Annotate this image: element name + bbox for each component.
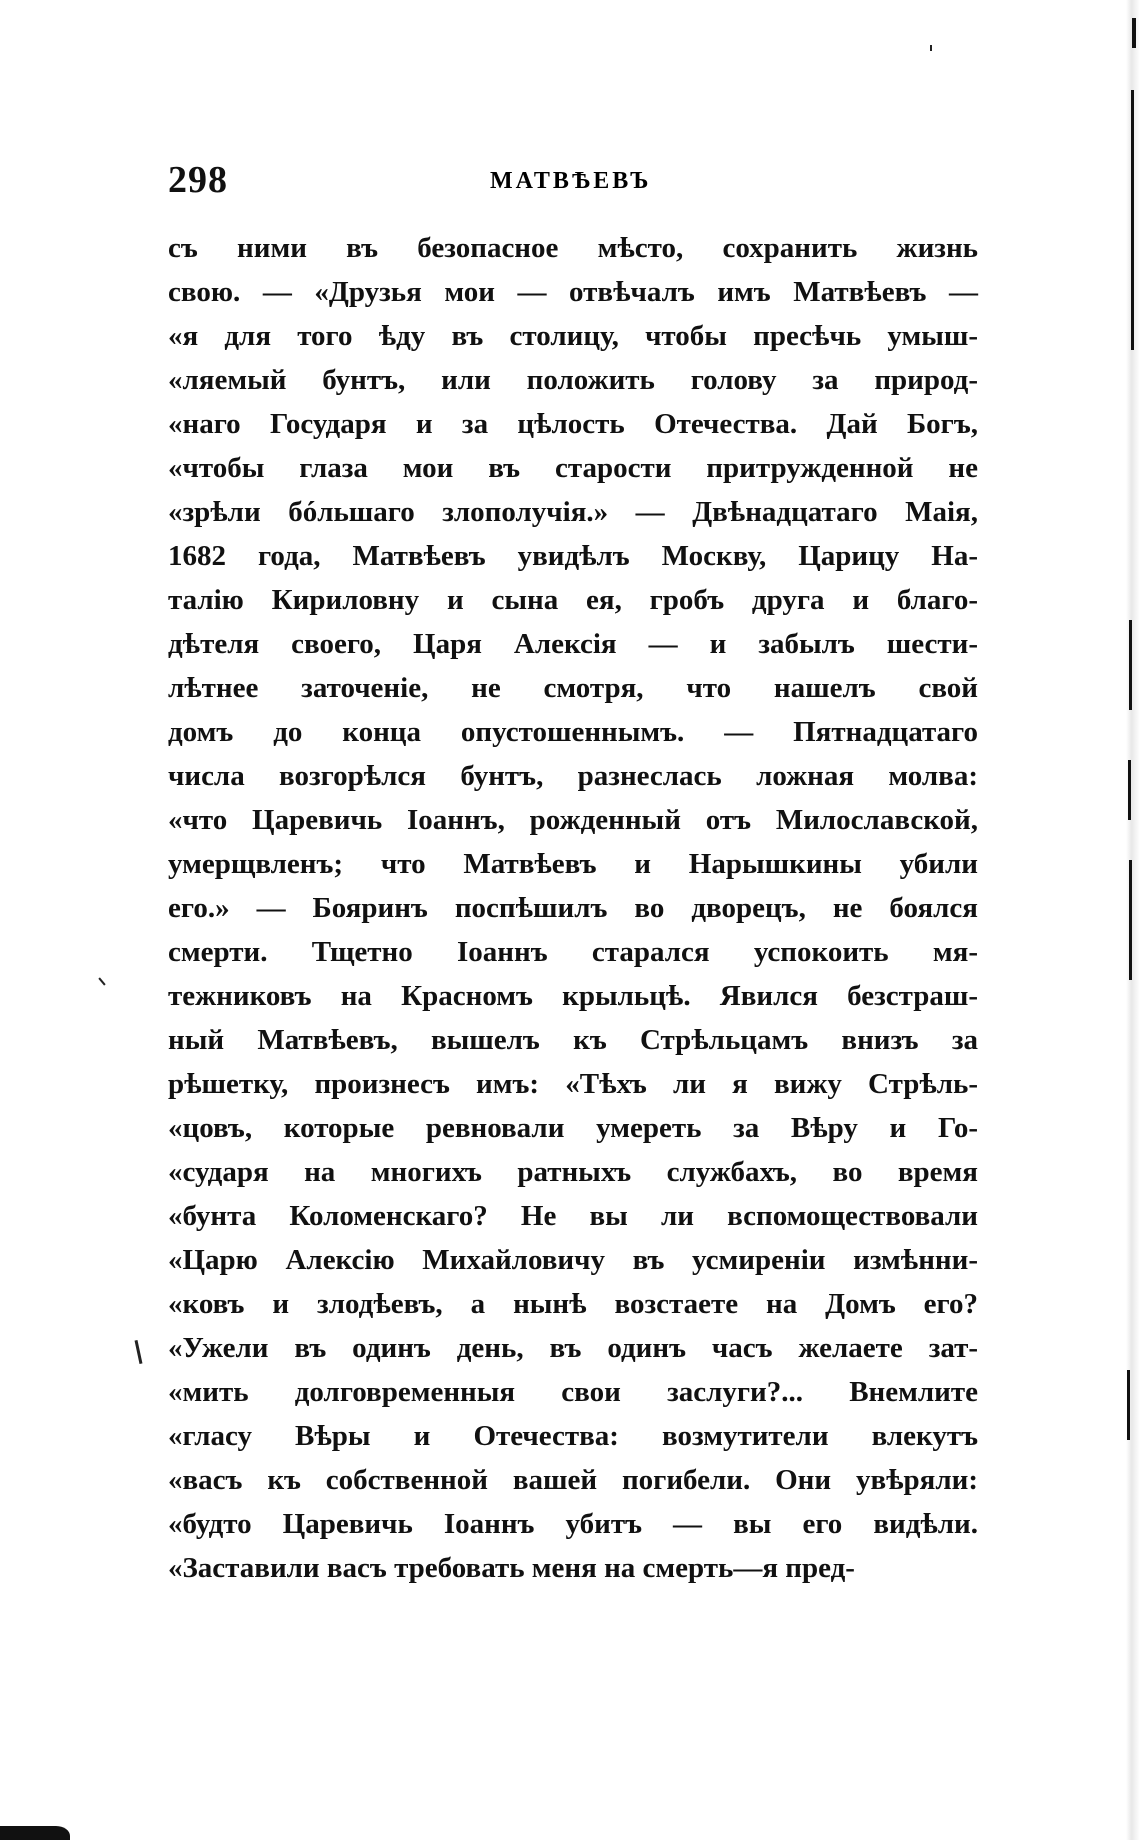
text-line: ный Матвѣевъ, вышелъ къ Стрѣльцамъ внизъ за [168,1024,978,1056]
text-line: «бунта Коломенскаго? Не вы ли вспомоществовали [168,1200,978,1232]
running-head [168,158,978,208]
text-line: числа возгорѣлся бунтъ, разнеслась ложная молва: [168,760,978,792]
text-line: съ ними въ безопасное мѣсто, сохранить жизнь [168,232,978,264]
text-line: «гласу Вѣры и Отечества: возмутители влекутъ [168,1420,978,1452]
text-line: «что Царевичь Іоаннъ, рожденный отъ Милославской, [168,804,978,836]
stray-mark [930,45,932,51]
text-line: талію Кириловну и сына ея, гробъ друга и благо- [168,584,978,616]
running-title: МАТВѢЕВЪ [490,168,652,194]
text-line: «сударя на многихъ ратныхъ службахъ, во время [168,1156,978,1188]
page-number: 298 [168,159,228,201]
text-line: «будто Царевичь Іоаннъ убитъ — вы его видѣли. [168,1508,978,1540]
text-line: рѣшетку, произнесъ имъ: «Тѣхъ ли я вижу Стрѣль- [168,1068,978,1100]
text-line: его.» — Бояринъ поспѣшилъ во дворецъ, не боялся [168,892,978,924]
text-line: «мить долговременныя свои заслуги?... Внемлите [168,1376,978,1408]
text-line: «зрѣли бóльшаго злополучія.» — Двѣнадцатаго Маія, [168,496,978,528]
text-line: 1682 года, Матвѣевъ увидѣлъ Москву, Царицу На- [168,540,978,572]
edge-mark [1129,860,1132,980]
edge-mark [1131,90,1134,350]
edge-mark [1128,760,1131,820]
text-line: свою. — «Друзья мои — отвѣчалъ имъ Матвѣевъ — [168,276,978,308]
stray-mark [98,977,105,985]
edge-mark [1132,18,1136,48]
text-line: «цовъ, которые ревновали умереть за Вѣру и Го- [168,1112,978,1144]
text-line: тежниковъ на Красномъ крыльцѣ. Явился безстраш- [168,980,978,1012]
body-text [168,226,978,1590]
text-line: «васъ къ собственной вашей погибели. Они увѣряли: [168,1464,978,1496]
text-line: «наго Государя и за цѣлость Отечества. Дай Богъ, [168,408,978,440]
text-line: «чтобы глаза мои въ старости притружденной не [168,452,978,484]
text-line: «ляемый бунтъ, или положить голову за природ- [168,364,978,396]
stray-mark [135,1340,143,1364]
text-line: смерти. Тщетно Іоаннъ старался успокоить мя- [168,936,978,968]
text-line: «Заставили васъ требовать меня на смерть—я пред- [168,1552,855,1584]
edge-mark [1127,1370,1130,1440]
text-line: «Царю Алексію Михайловичу въ усмиреніи измѣнни- [168,1244,978,1276]
corner-blot [0,1826,70,1840]
text-line: домъ до конца опустошеннымъ. — Пятнадцатаго [168,716,978,748]
text-line: лѣтнее заточеніе, не смотря, что нашелъ свой [168,672,978,704]
text-line: «ковъ и злодѣевъ, а нынѣ возстаете на Домъ его? [168,1288,978,1320]
text-line: «Ужели въ одинъ день, въ одинъ часъ желаете зат- [168,1332,978,1364]
edge-mark [1129,620,1132,710]
text-line: дѣтеля своего, Царя Алексія — и забылъ шести- [168,628,978,660]
text-line: умерщвленъ; что Матвѣевъ и Нарышкины убили [168,848,978,880]
text-line: «я для того ѣду въ столицу, чтобы пресѣчь умыш- [168,320,978,352]
